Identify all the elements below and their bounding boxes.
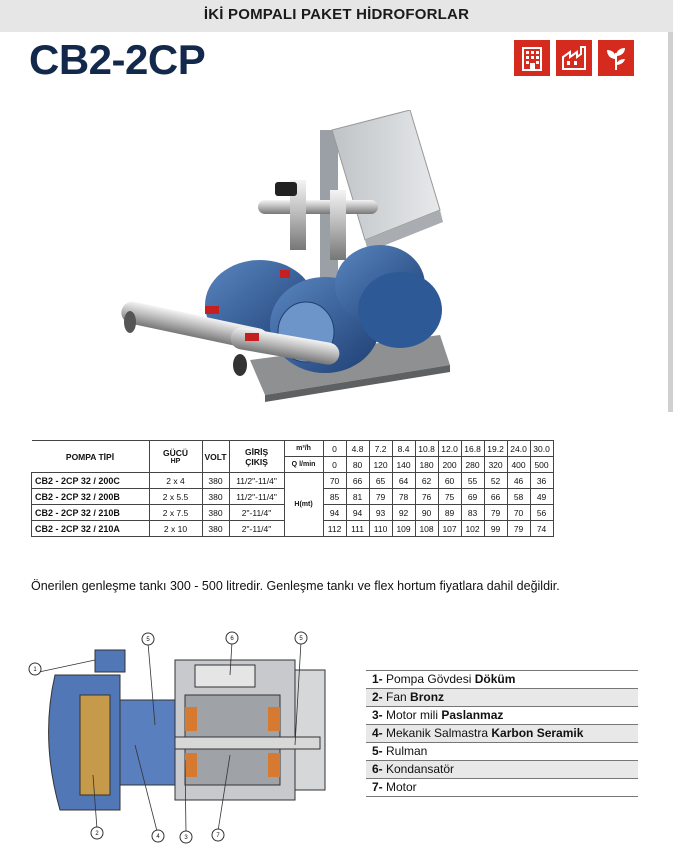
h-cell: 58 (507, 489, 530, 505)
col-volt: VOLT (202, 441, 229, 473)
side-rule (668, 32, 673, 412)
callout-label: 1 (33, 667, 37, 673)
h-cell: 78 (392, 489, 415, 505)
flow-lmin-cell: 80 (346, 457, 369, 473)
cutaway-diagram (25, 625, 345, 850)
legend-item (366, 742, 638, 760)
q-unit-lmin-label: l/min (299, 461, 316, 468)
product-image (110, 110, 470, 420)
h-cell: 93 (369, 505, 392, 521)
flow-m3h-cell: 0 (323, 441, 346, 457)
flow-lmin-cell: 400 (507, 457, 530, 473)
h-cell: 85 (323, 489, 346, 505)
flow-m3h-cell: 19.2 (484, 441, 507, 457)
h-cell: 66 (346, 473, 369, 489)
row-model: CB2 - 2CP 32 / 200B (32, 489, 150, 505)
legend-text: Fan (382, 690, 411, 704)
row-power: 2 x 5.5 (149, 489, 202, 505)
h-cell: 75 (438, 489, 461, 505)
building-icon (514, 40, 550, 76)
h-cell: 52 (484, 473, 507, 489)
row-power: 2 x 10 (149, 521, 202, 537)
flow-lmin-cell: 180 (415, 457, 438, 473)
factory-icon (556, 40, 592, 76)
callout-label: 3 (184, 835, 188, 841)
legend-material: Paslanmaz (441, 708, 504, 722)
h-cell: 56 (530, 505, 553, 521)
row-volt: 380 (202, 473, 229, 489)
row-connection: 2"-11/4" (229, 521, 284, 537)
flow-m3h-cell: 4.8 (346, 441, 369, 457)
flow-m3h-cell: 12.0 (438, 441, 461, 457)
legend-text: Rulman (382, 744, 428, 758)
callout-label: 5 (299, 636, 303, 642)
legend-text: Motor mili (382, 708, 442, 722)
h-cell: 64 (392, 473, 415, 489)
flow-m3h-cell: 7.2 (369, 441, 392, 457)
col-power-label: GÜCÜ (162, 448, 189, 458)
page-title: İKİ POMPALI PAKET HİDROFORLAR (203, 6, 470, 23)
h-cell: 76 (415, 489, 438, 505)
callout-label: 4 (156, 834, 160, 840)
q-unit-m3h-label: m³/h (296, 445, 311, 452)
h-cell: 79 (507, 521, 530, 537)
h-cell: 74 (530, 521, 553, 537)
flow-lmin-cell: 500 (530, 457, 553, 473)
legend-material: Karbon Seramik (491, 726, 584, 740)
flow-lmin-cell: 280 (461, 457, 484, 473)
q-unit-m3h (284, 441, 323, 457)
h-cell: 111 (346, 521, 369, 537)
h-cell: 99 (484, 521, 507, 537)
h-cell: 94 (323, 505, 346, 521)
legend-num: 2- (372, 690, 383, 704)
row-model: CB2 - 2CP 32 / 210B (32, 505, 150, 521)
legend-num: 7- (372, 780, 383, 794)
h-cell: 110 (369, 521, 392, 537)
flow-m3h-cell: 10.8 (415, 441, 438, 457)
legend-num: 1- (372, 672, 383, 686)
h-label: H(mt) (284, 473, 323, 537)
h-cell: 70 (507, 505, 530, 521)
h-cell: 89 (438, 505, 461, 521)
row-connection: 2"-11/4" (229, 505, 284, 521)
h-cell: 69 (461, 489, 484, 505)
row-model: CB2 - 2CP 32 / 210A (32, 521, 150, 537)
expansion-tank-note: Önerilen genleşme tankı 300 - 500 litredir. Genleşme tankı ve flex hortum fiyatlara dahil değildir. (31, 579, 560, 593)
row-connection: 11/2"-11/4" (229, 489, 284, 505)
h-cell: 55 (461, 473, 484, 489)
h-cell: 81 (346, 489, 369, 505)
col-conn-top: GİRİŞ (244, 446, 269, 457)
h-cell: 36 (530, 473, 553, 489)
flow-lmin-cell: 140 (392, 457, 415, 473)
row-model: CB2 - 2CP 32 / 200C (32, 473, 150, 489)
h-cell: 70 (323, 473, 346, 489)
application-icons (514, 40, 634, 76)
header-bar (0, 0, 673, 32)
col-power (149, 441, 202, 473)
flow-lmin-cell: 200 (438, 457, 461, 473)
legend-item (366, 778, 638, 797)
h-cell: 94 (346, 505, 369, 521)
h-cell: 65 (369, 473, 392, 489)
h-cell: 112 (323, 521, 346, 537)
row-volt: 380 (202, 489, 229, 505)
legend-text: Motor (382, 780, 417, 794)
q-unit-lmin (284, 457, 323, 473)
h-cell: 108 (415, 521, 438, 537)
col-conn-bottom: ÇIKIŞ (245, 456, 268, 467)
col-power-unit: HP (170, 458, 181, 465)
legend-text: Pompa Gövdesi (382, 672, 475, 686)
row-connection: 11/2"-11/4" (229, 473, 284, 489)
flow-lmin-cell: 0 (323, 457, 346, 473)
h-cell: 109 (392, 521, 415, 537)
row-power: 2 x 4 (149, 473, 202, 489)
flow-m3h-cell: 8.4 (392, 441, 415, 457)
row-volt: 380 (202, 521, 229, 537)
h-cell: 92 (392, 505, 415, 521)
legend-num: 5- (372, 744, 383, 758)
legend-text: Mekanik Salmastra (382, 726, 492, 740)
h-cell: 79 (484, 505, 507, 521)
legend-text: Kondansatör (382, 762, 455, 776)
legend-item (366, 670, 638, 688)
table-row (32, 473, 554, 489)
row-volt: 380 (202, 505, 229, 521)
model-name: CB2-2CP (29, 36, 206, 83)
legend-num: 4- (372, 726, 383, 740)
h-cell: 83 (461, 505, 484, 521)
flow-lmin-cell: 120 (369, 457, 392, 473)
flow-lmin-cell: 320 (484, 457, 507, 473)
flow-m3h-cell: 16.8 (461, 441, 484, 457)
legend-num: 6- (372, 762, 383, 776)
h-cell: 49 (530, 489, 553, 505)
performance-table (31, 440, 554, 537)
flow-m3h-cell: 30.0 (530, 441, 553, 457)
h-cell: 102 (461, 521, 484, 537)
h-cell: 46 (507, 473, 530, 489)
legend-item (366, 706, 638, 724)
flow-m3h-cell: 24.0 (507, 441, 530, 457)
col-connection (229, 441, 284, 473)
legend-material: Döküm (474, 672, 516, 686)
legend-item (366, 688, 638, 706)
h-cell: 90 (415, 505, 438, 521)
plant-icon (598, 40, 634, 76)
legend-num: 3- (372, 708, 383, 722)
h-cell: 60 (438, 473, 461, 489)
h-cell: 62 (415, 473, 438, 489)
legend-item (366, 760, 638, 778)
h-cell: 66 (484, 489, 507, 505)
legend-item (366, 724, 638, 742)
callout-label: 5 (146, 637, 150, 643)
callout-label: 2 (95, 831, 99, 837)
h-cell: 79 (369, 489, 392, 505)
h-cell: 107 (438, 521, 461, 537)
legend-material: Bronz (410, 690, 445, 704)
callout-label: 6 (230, 636, 234, 642)
row-power: 2 x 7.5 (149, 505, 202, 521)
q-label: Q (291, 461, 298, 468)
col-pump-type: POMPA TİPİ (32, 441, 150, 473)
parts-legend (366, 670, 638, 797)
callout-label: 7 (216, 833, 220, 839)
